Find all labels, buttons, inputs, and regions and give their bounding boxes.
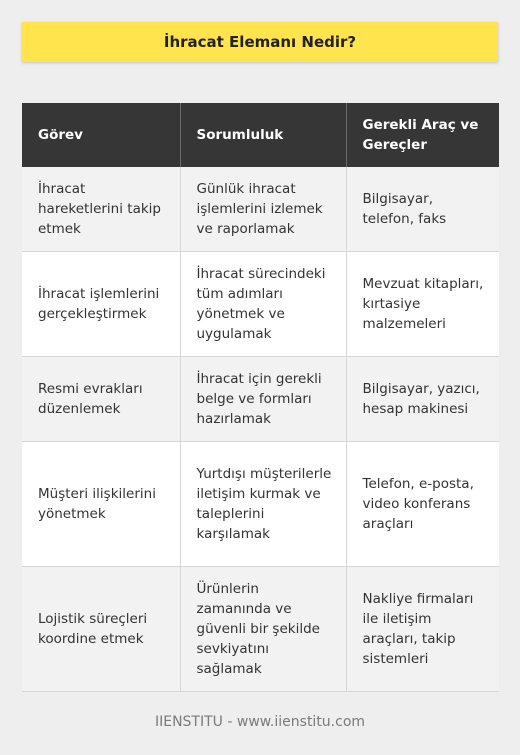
responsibility-cell: Günlük ihracat işlemlerini izlemek ve raporlamak: [180, 167, 346, 252]
tools-cell: Bilgisayar, telefon, faks: [346, 167, 499, 252]
title-banner: [22, 22, 498, 62]
table-row: [22, 252, 499, 357]
tools-cell: Nakliye firmaları ile iletişim araçları, takip sistemleri: [346, 567, 499, 692]
page-title: İhracat Elemanı Nedir?: [163, 33, 357, 51]
task-cell: Lojistik süreçleri koordine etmek: [22, 567, 180, 692]
table-header-row: [22, 103, 499, 167]
column-header-tools: Gerekli Araç ve Gereçler: [346, 103, 499, 167]
responsibility-cell: Yurtdışı müşterilerle iletişim kurmak ve taleplerini karşılamak: [180, 442, 346, 567]
table-row: [22, 442, 499, 567]
footer-credit: IIENSTITU - www.iienstitu.com: [154, 714, 366, 730]
table-row: [22, 167, 499, 252]
responsibility-cell: İhracat için gerekli belge ve formları hazırlamak: [180, 357, 346, 442]
task-cell: İhracat hareketlerini takip etmek: [22, 167, 180, 252]
table-row: [22, 357, 499, 442]
tools-cell: Telefon, e-posta, video konferans araçları: [346, 442, 499, 567]
task-cell: Müşteri ilişkilerini yönetmek: [22, 442, 180, 567]
tools-cell: Mevzuat kitapları, kırtasiye malzemeleri: [346, 252, 499, 357]
table-row: [22, 567, 499, 692]
task-cell: İhracat işlemlerini gerçekleştirmek: [22, 252, 180, 357]
tasks-table: [22, 103, 499, 692]
tools-cell: Bilgisayar, yazıcı, hesap makinesi: [346, 357, 499, 442]
responsibility-cell: Ürünlerin zamanında ve güvenli bir şekilde sevkiyatını sağlamak: [180, 567, 346, 692]
column-header-task: Görev: [22, 103, 180, 167]
responsibility-cell: İhracat sürecindeki tüm adımları yönetmek ve uygulamak: [180, 252, 346, 357]
column-header-responsibility: Sorumluluk: [180, 103, 346, 167]
task-cell: Resmi evrakları düzenlemek: [22, 357, 180, 442]
